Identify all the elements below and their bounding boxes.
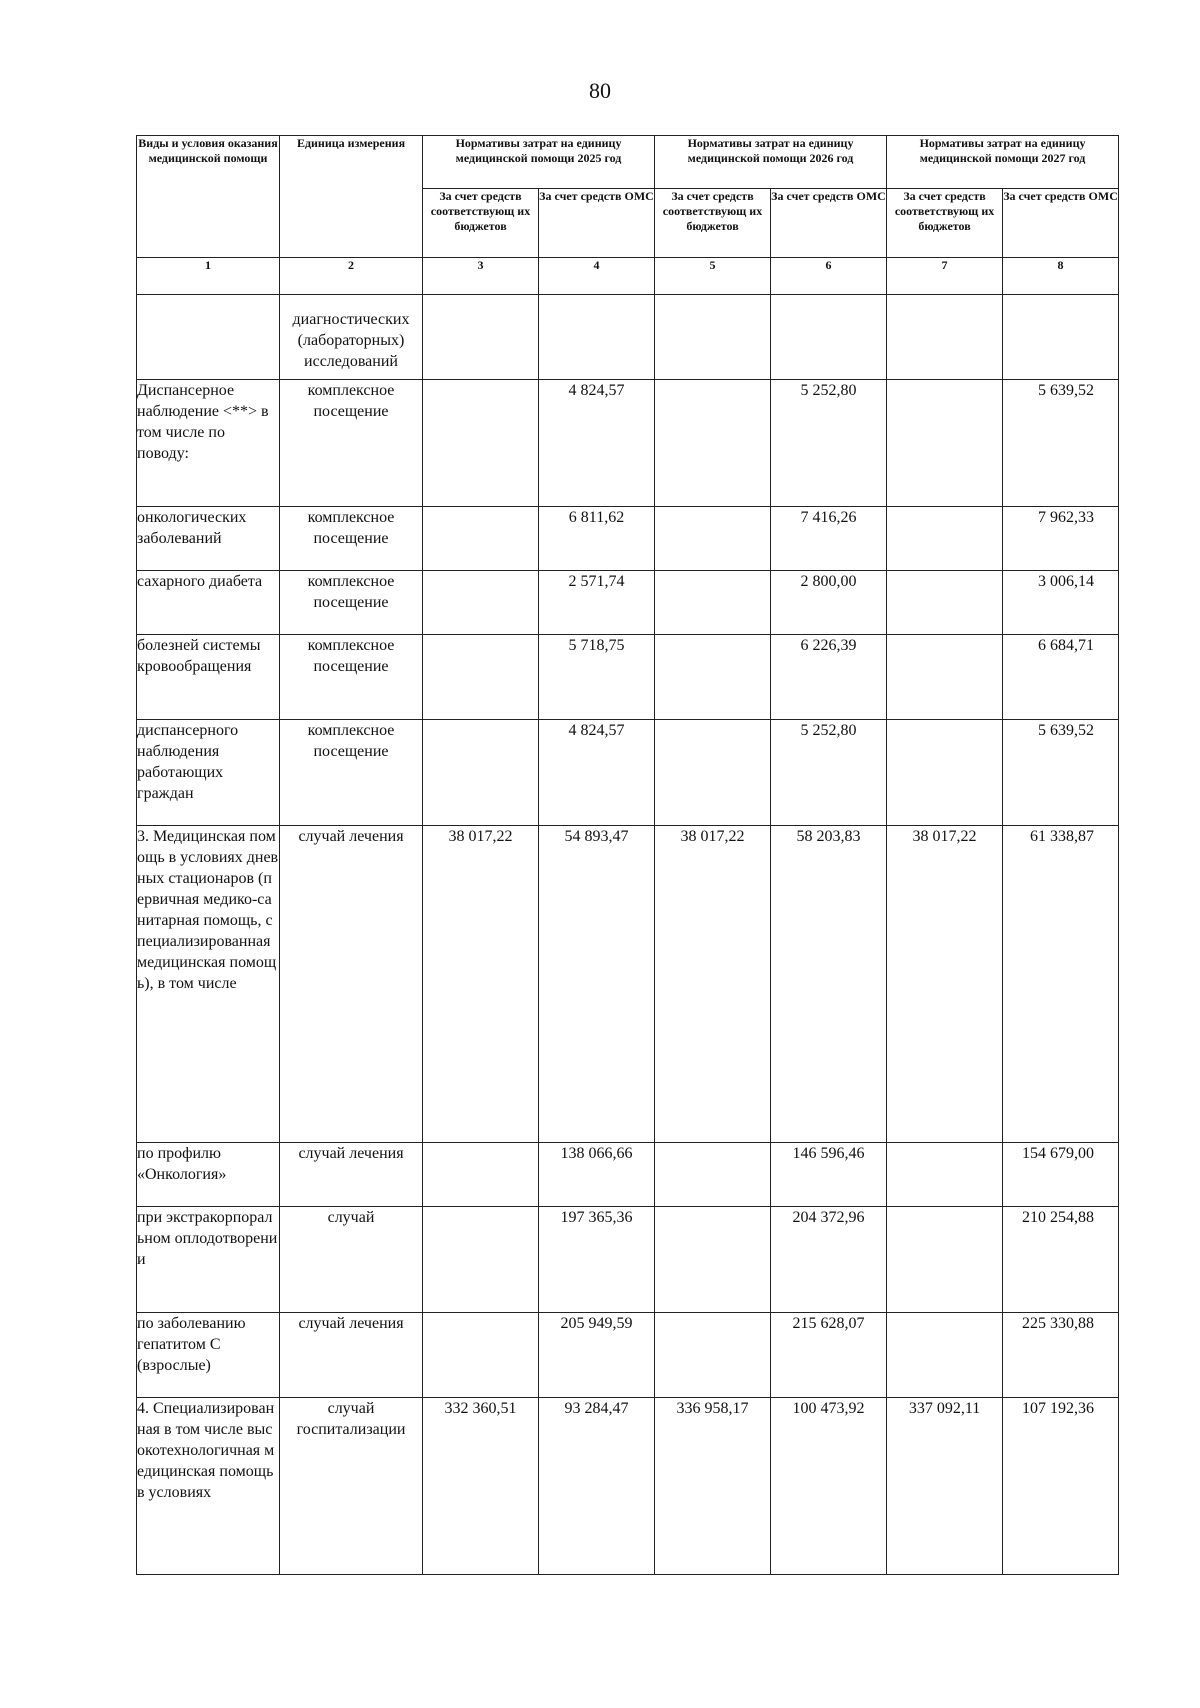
cell-budget-2026 [655,635,771,720]
cell-oms-2027: 154 679,00 [1003,1143,1119,1207]
cell-oms-2025: 197 365,36 [539,1207,655,1313]
header-unit: Единица измерения [280,136,423,258]
cell-budget-2026 [655,507,771,571]
column-number: 5 [655,258,771,295]
cell-unit: комплексное посещение [280,720,423,826]
table-row [137,635,1119,720]
cell-budget-2025 [423,295,539,380]
cell-oms-2027: 6 684,71 [1003,635,1119,720]
cell-budget-2025 [423,1143,539,1207]
cell-budget-2025: 332 360,51 [423,1398,539,1575]
cell-type: 3. Медицинская помощь в условиях дневных стационаров (первичная медико-санитарная помощь, специализированная медицинская помощь), в том числе [137,826,280,1143]
column-number: 3 [423,258,539,295]
cell-unit: комплексное посещение [280,380,423,507]
cell-oms-2025: 138 066,66 [539,1143,655,1207]
cell-type [137,295,280,380]
cell-oms-2025: 205 949,59 [539,1313,655,1398]
cell-oms-2027: 5 639,52 [1003,380,1119,507]
table-row [137,826,1119,1143]
cell-unit: комплексное посещение [280,507,423,571]
cell-oms-2027: 210 254,88 [1003,1207,1119,1313]
cost-norms-table [136,135,1119,1575]
cell-unit: случай госпитализации [280,1398,423,1575]
cell-oms-2025: 6 811,62 [539,507,655,571]
header-oms-2026: За счет средств ОМС [771,189,887,258]
cell-budget-2025 [423,571,539,635]
cell-unit: диагностических (лабораторных) исследований [280,295,423,380]
cell-budget-2026 [655,380,771,507]
cell-oms-2027: 5 639,52 [1003,720,1119,826]
cell-oms-2027: 225 330,88 [1003,1313,1119,1398]
cell-oms-2025: 4 824,57 [539,720,655,826]
cell-budget-2026 [655,571,771,635]
cell-oms-2026: 215 628,07 [771,1313,887,1398]
cell-unit: комплексное посещение [280,635,423,720]
cell-budget-2027 [887,1207,1003,1313]
cell-oms-2027: 3 006,14 [1003,571,1119,635]
cell-budget-2027 [887,507,1003,571]
cell-budget-2025 [423,635,539,720]
cell-budget-2026: 336 958,17 [655,1398,771,1575]
cell-oms-2026: 204 372,96 [771,1207,887,1313]
cell-type: сахарного диабета [137,571,280,635]
header-group-2027: Нормативы затрат на единицу медицинской помощи 2027 год [887,136,1119,189]
cell-oms-2025: 93 284,47 [539,1398,655,1575]
cell-oms-2026: 7 416,26 [771,507,887,571]
cell-budget-2027 [887,1143,1003,1207]
cell-oms-2026 [771,295,887,380]
cell-unit: случай лечения [280,1313,423,1398]
cell-budget-2027 [887,295,1003,380]
table-row [137,295,1119,380]
cell-unit: случай [280,1207,423,1313]
cell-budget-2025 [423,1207,539,1313]
cell-unit: комплексное посещение [280,571,423,635]
cell-budget-2027 [887,571,1003,635]
cell-type: при экстракорпоральном оплодотворении [137,1207,280,1313]
cell-budget-2026 [655,1313,771,1398]
cell-budget-2025 [423,720,539,826]
column-number: 6 [771,258,887,295]
cell-oms-2026: 100 473,92 [771,1398,887,1575]
cell-unit: случай лечения [280,826,423,1143]
header-budget-2027: За счет средств соответствующ их бюджетов [887,189,1003,258]
cell-type: онкологических заболеваний [137,507,280,571]
cell-type: диспансерного наблюдения работающих граждан [137,720,280,826]
cell-budget-2026: 38 017,22 [655,826,771,1143]
cell-budget-2027: 38 017,22 [887,826,1003,1143]
cell-type: болезней системы кровообращения [137,635,280,720]
cell-oms-2027: 107 192,36 [1003,1398,1119,1575]
table-row [137,1313,1119,1398]
table-row [137,720,1119,826]
cell-budget-2025 [423,380,539,507]
column-number: 1 [137,258,280,295]
table-row [137,380,1119,507]
table-row [137,1398,1119,1575]
cell-oms-2026: 5 252,80 [771,380,887,507]
cell-oms-2027 [1003,295,1119,380]
table-row [137,1207,1119,1313]
table-row [137,1143,1119,1207]
cell-budget-2027 [887,635,1003,720]
cell-oms-2026: 6 226,39 [771,635,887,720]
cell-budget-2025 [423,1313,539,1398]
column-number: 2 [280,258,423,295]
table-row [137,507,1119,571]
cell-budget-2027 [887,720,1003,826]
column-number: 4 [539,258,655,295]
column-number: 8 [1003,258,1119,295]
cell-budget-2026 [655,295,771,380]
column-number: 7 [887,258,1003,295]
cell-oms-2026: 58 203,83 [771,826,887,1143]
header-group-2026: Нормативы затрат на единицу медицинской помощи 2026 год [655,136,887,189]
header-group-2025: Нормативы затрат на единицу медицинской помощи 2025 год [423,136,655,189]
cell-budget-2027 [887,1313,1003,1398]
cell-oms-2027: 7 962,33 [1003,507,1119,571]
table-row [137,571,1119,635]
cell-type: 4. Специализированная в том числе высокотехнологичная медицинская помощь в условиях [137,1398,280,1575]
cell-oms-2026: 5 252,80 [771,720,887,826]
cell-oms-2025: 5 718,75 [539,635,655,720]
cell-type: Диспансерное наблюдение <**> в том числе по поводу: [137,380,280,507]
header-types: Виды и условия оказания медицинской помощи [137,136,280,258]
cell-oms-2025: 2 571,74 [539,571,655,635]
cell-budget-2025: 38 017,22 [423,826,539,1143]
cell-oms-2025: 4 824,57 [539,380,655,507]
cell-budget-2026 [655,1207,771,1313]
cell-type: по заболеванию гепатитом С (взрослые) [137,1313,280,1398]
header-oms-2027: За счет средств ОМС [1003,189,1119,258]
cell-type: по профилю «Онкология» [137,1143,280,1207]
cell-budget-2027 [887,380,1003,507]
cell-oms-2025: 54 893,47 [539,826,655,1143]
cell-budget-2026 [655,720,771,826]
cell-unit: случай лечения [280,1143,423,1207]
header-oms-2025: За счет средств ОМС [539,189,655,258]
header-budget-2026: За счет средств соответствующ их бюджетов [655,189,771,258]
cell-budget-2027: 337 092,11 [887,1398,1003,1575]
cell-oms-2026: 2 800,00 [771,571,887,635]
cell-oms-2026: 146 596,46 [771,1143,887,1207]
cell-oms-2025 [539,295,655,380]
page-number: 80 [589,78,611,103]
cell-oms-2027: 61 338,87 [1003,826,1119,1143]
header-budget-2025: За счет средств соответствующ их бюджетов [423,189,539,258]
cell-budget-2025 [423,507,539,571]
cell-budget-2026 [655,1143,771,1207]
